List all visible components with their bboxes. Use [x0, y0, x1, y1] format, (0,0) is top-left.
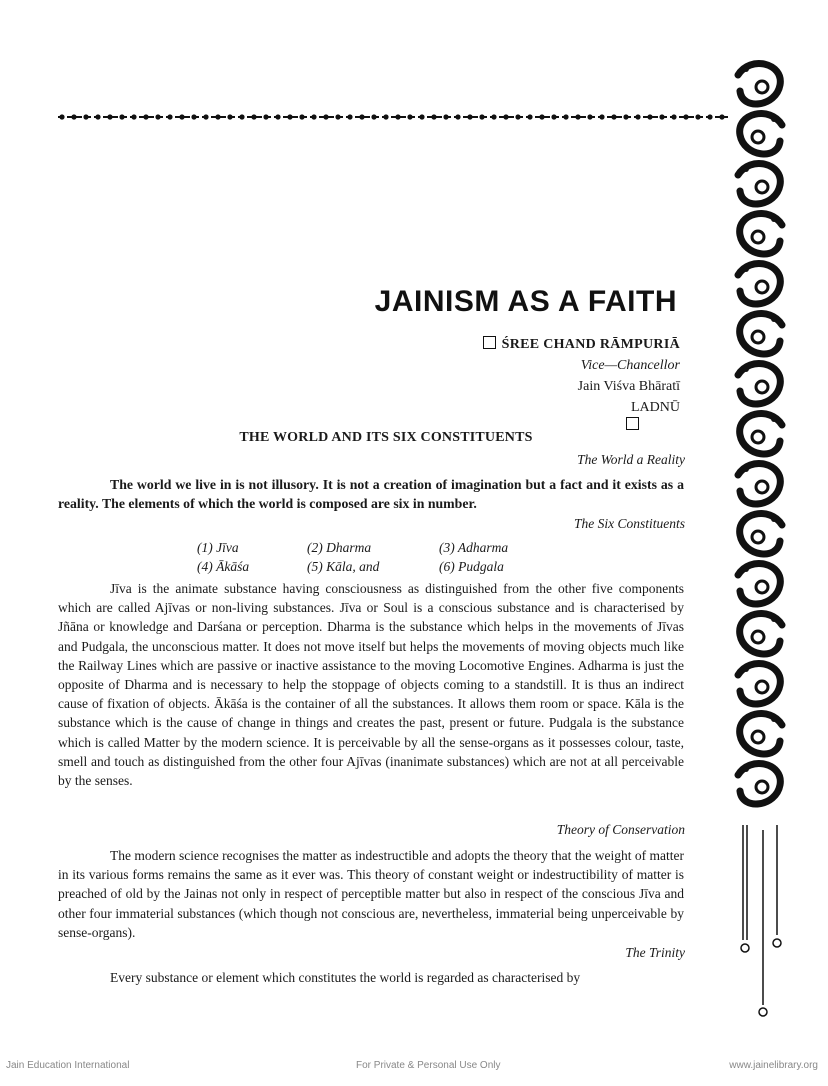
section-heading: THE WORLD AND ITS SIX CONSTITUENTS: [239, 430, 533, 445]
rule-dot-icon: [95, 114, 100, 119]
swirl-ornament-icon: [740, 214, 782, 254]
rule-dot-icon: [239, 114, 244, 119]
rule-dot-icon: [611, 114, 616, 119]
author-place: LADNŪ: [631, 400, 680, 415]
swirl-ornament-icon: [738, 364, 780, 404]
rule-dot-icon: [179, 114, 184, 119]
rule-dot-icon: [299, 114, 304, 119]
intro-paragraph: The world we live in is not illusory. It is not a creation of imagination but a fact and it exists as a reality. The elements of which the world is composed are six in number.: [58, 477, 684, 512]
rule-dot-icon: [635, 114, 640, 119]
rule-dot-icon: [167, 114, 172, 119]
rule-dot-icon: [347, 114, 352, 119]
swirl-ornament-icon: [738, 64, 780, 104]
rule-dot-icon: [443, 114, 448, 119]
rule-dot-icon: [311, 114, 316, 119]
rule-dot-icon: [407, 114, 412, 119]
rule-dot-icon: [599, 114, 604, 119]
rule-dot-icon: [275, 114, 280, 119]
box-icon: [626, 417, 639, 430]
rule-dot-icon: [551, 114, 556, 119]
side-heading-world-reality: The World a Reality: [577, 452, 685, 467]
rule-dot-icon: [623, 114, 628, 119]
rule-dot-icon: [515, 114, 520, 119]
rule-dot-icon: [587, 114, 592, 119]
rule-dot-icon: [455, 114, 460, 119]
rule-dot-icon: [143, 114, 148, 119]
swirl-ornament-icon: [738, 764, 780, 804]
rule-dot-icon: [215, 114, 220, 119]
footer-center: For Private & Personal Use Only: [356, 1060, 501, 1071]
footer-right: www.jainelibrary.org: [729, 1060, 818, 1071]
swirl-ornament-icon: [738, 264, 780, 304]
author-role: Vice—Chancellor: [580, 358, 680, 373]
box-icon: [483, 336, 496, 349]
rule-dot-icon: [335, 114, 340, 119]
rule-dot-icon: [371, 114, 376, 119]
rule-dot-icon: [683, 114, 688, 119]
constituent-item: (6) Pudgala: [439, 559, 504, 574]
rule-dot-icon: [659, 114, 664, 119]
constituent-item: (5) Kāla, and: [307, 559, 380, 574]
byline: [483, 334, 680, 418]
rule-dot-icon: [479, 114, 484, 119]
rule-dot-icon: [131, 114, 136, 119]
rule-dot-icon: [287, 114, 292, 119]
swirl-ornament-icon: [738, 464, 780, 504]
author-line: [483, 334, 680, 355]
rule-dot-icon: [575, 114, 580, 119]
rule-dot-icon: [107, 114, 112, 119]
rule-dot-icon: [707, 114, 712, 119]
constituent-item: (1) Jīva: [197, 540, 239, 555]
rule-dot-icon: [491, 114, 496, 119]
side-heading-trinity: The Trinity: [625, 945, 685, 960]
rule-dot-icon: [359, 114, 364, 119]
border-stems-icon: [735, 820, 785, 1020]
rule-dot-icon: [695, 114, 700, 119]
page-title: JAINISM AS A FAITH: [374, 285, 677, 318]
swirl-ornament-icon: [740, 714, 782, 754]
author-name: ŚREE CHAND RĀMPURIĀ: [501, 337, 680, 352]
rule-dot-icon: [395, 114, 400, 119]
swirl-ornament-icon: [738, 664, 780, 704]
swirl-ornament-icon: [738, 164, 780, 204]
rule-dot-icon: [419, 114, 424, 119]
rule-dot-icon: [155, 114, 160, 119]
swirl-ornament-icon: [740, 614, 782, 654]
rule-dot-icon: [263, 114, 268, 119]
rule-dot-icon: [59, 114, 64, 119]
constituent-item: (4) Ākāśa: [197, 559, 250, 574]
footer-left: Jain Education International: [6, 1060, 130, 1071]
rule-dot-icon: [719, 114, 724, 119]
swirl-ornament-icon: [740, 114, 782, 154]
rule-dot-icon: [383, 114, 388, 119]
rule-dot-icon: [323, 114, 328, 119]
rule-dot-icon: [563, 114, 568, 119]
rule-dot-icon: [527, 114, 532, 119]
side-heading-conservation: Theory of Conservation: [556, 822, 685, 837]
author-institution: Jain Viśva Bhāratī: [577, 379, 680, 394]
dotted-rule-icon: [58, 110, 728, 124]
rule-dot-icon: [203, 114, 208, 119]
rule-dot-icon: [467, 114, 472, 119]
constituent-item: (2) Dharma: [307, 540, 372, 555]
rule-dot-icon: [83, 114, 88, 119]
constituent-item: (3) Adharma: [439, 540, 509, 555]
rule-dot-icon: [71, 114, 76, 119]
side-heading-six-constituents: The Six Constituents: [574, 516, 685, 531]
rule-dot-icon: [539, 114, 544, 119]
swirl-ornament-icon: [738, 564, 780, 604]
rule-dot-icon: [227, 114, 232, 119]
rule-dot-icon: [251, 114, 256, 119]
rule-dot-icon: [503, 114, 508, 119]
rule-dot-icon: [671, 114, 676, 119]
swirl-ornament-icon: [740, 314, 782, 354]
rule-dot-icon: [647, 114, 652, 119]
rule-dot-icon: [119, 114, 124, 119]
conservation-paragraph: The modern science recognises the matter as indestructible and adopts the theory that the weight of matter in its various forms remains the same as it ever was. This theory of constant weight or indestructibility of matter is preached of old by the Jainas not only in respect of perceptible matter but also in respect of the conscious Jīva and other four immaterial substances (which though not conscious are, nevertheless, immaterial being unperceivable by sense-organs).: [58, 848, 684, 940]
rule-dot-icon: [191, 114, 196, 119]
rule-dot-icon: [431, 114, 436, 119]
jiva-paragraph: Jīva is the animate substance having consciousness as distinguished from the other five components which are called Ajīvas or non-living substances. Jīva or Soul is a conscious substance and is characterised by Jñāna or knowledge and Darśana or perception. Dharma is the substance which helps in the movements of Jīvas and Pudgala, the unconscious matter. It does not move itself but helps the movements of moving objects much like the Railway Lines which are passive or inactive assistance to the moving Locomotive Engines. Adharma is just the opposite of Dharma and is necessary to help the stoppage of objects coming to a standstill. It is thus an indirect cause of fixation of objects. Ākāśa is the container of all the substances. It allows them room or space. Kāla is the substance which is the cause of change in things and creates the past, present or future. Pudgala is the substance which is called Matter by the modern science. It is perceivable by all the sense-organs as it possesses colour, taste, smell and touch as distinguished from the other four Ajīvas (inanimate substances) which are not at all perceivable by the senses.: [58, 581, 684, 789]
trinity-paragraph: Every substance or element which constitutes the world is regarded as characterised by: [110, 970, 581, 985]
swirl-ornament-icon: [740, 514, 782, 554]
